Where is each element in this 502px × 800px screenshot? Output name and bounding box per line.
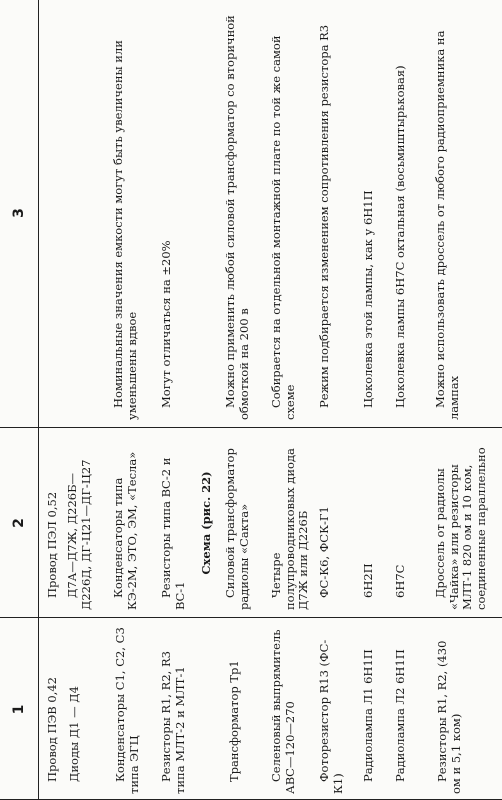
table-cell: Собирается на отдельной монтажной плате по той же самой схеме: [269, 35, 297, 420]
table-cell: Радиолампа Л1 6Н1П: [361, 649, 375, 782]
table-cell: Д7А—Д7Ж, Д226Б—Д226Д, ДГ-Ц21—ДГ-Ц27: [65, 459, 93, 610]
table-cell: Могут отличаться на ±20%: [159, 240, 173, 408]
table-cell: Диоды Д1 — Д4: [67, 686, 81, 782]
table-cell: Четыре полупроводниковых диода Д7Ж или Д226Б: [269, 448, 310, 610]
table-cell: Номинальные значения емкости могут быть увеличены или уменьшены вдвое: [111, 40, 139, 420]
table-cell: Конденсаторы C1, C2, C3 типа ЭГЦ: [113, 627, 141, 794]
table-cell: 6Н7С: [393, 564, 407, 598]
table-cell: Провод ПЭВ 0,42: [45, 677, 59, 782]
column-header-2: 2: [11, 518, 28, 528]
table-cell: Резисторы R1, R2, (430 ом и 5,1 ком): [435, 640, 463, 794]
column-divider-1-2: [0, 617, 502, 618]
table-cell: Провод ПЭЛ 0,52: [45, 491, 59, 598]
table-cell: Можно применить любой силовой трансформатор со вторичной обмоткой на 200 в: [223, 15, 251, 420]
table-cell: Режим подбирается изменением сопротивления резистора R3: [317, 24, 331, 408]
column-header-3: 3: [11, 208, 28, 218]
table-cell: Селеновый выпрямитель АВС—120—270: [269, 629, 297, 794]
table-cell: Трансформатор Tp1: [227, 660, 241, 782]
table-cell: Радиолампа Л2 6Н1П: [393, 649, 407, 782]
table-cell: Резисторы R1, R2, R3 типа МЛТ-2 и МЛТ-1: [159, 651, 187, 794]
table-cell: Резисторы типа ВС-2 и ВС-1: [159, 457, 187, 610]
table-cell: Цоколевка лампы 6Н7С октальная (восьмиштырьковая): [393, 65, 407, 408]
table-cell: Цоколевка этой лампы, как у 6Н1П: [361, 190, 375, 408]
column-header-1: 1: [11, 704, 28, 715]
table-cell: Можно использовать дроссель от любого радиоприемника на лампах: [433, 30, 461, 420]
table-cell: Дроссель от радиолы «Чайка» или резисторы МЛТ-1 820 ом и 10 ком, соединенные параллельно: [433, 447, 488, 610]
section-heading: Схема (рис. 22): [199, 471, 213, 575]
header-rule: [38, 0, 39, 800]
table-cell: Фоторезистор R13 (ФС-К1): [317, 639, 345, 794]
table-cell: Силовой трансформатор радиолы «Сакта»: [223, 448, 251, 610]
table-cell: ФС-К6, ФСК-Г1: [317, 506, 331, 598]
table-cell: Конденсаторы типа КЭ-2М, ЭТО, ЭМ, «Тесла»: [111, 451, 139, 610]
table-cell: 6Н2П: [361, 563, 375, 598]
column-divider-2-3: [0, 427, 502, 428]
